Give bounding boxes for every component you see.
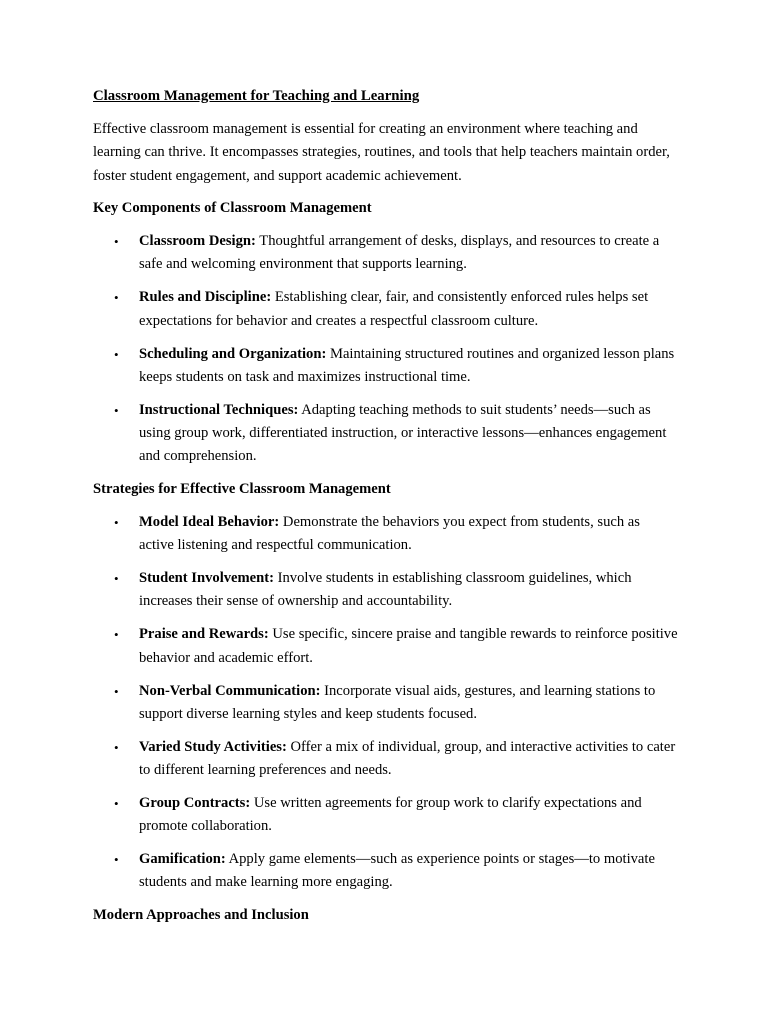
item-term: Student Involvement: — [139, 570, 274, 587]
bullet-icon: • — [114, 795, 119, 811]
list-item — [93, 399, 678, 469]
document-body — [93, 85, 678, 937]
key-components-list — [93, 230, 678, 468]
list-item — [93, 792, 678, 839]
item-text: Involve students in establishing classroom guidelines, which increases their sense of ownership and accountability. — [139, 570, 632, 610]
strategies-list — [93, 511, 678, 895]
list-item — [93, 848, 678, 895]
document-title: Classroom Management for Teaching and Learning — [93, 88, 420, 104]
item-term: Model Ideal Behavior: — [139, 513, 280, 530]
bullet-icon: • — [114, 852, 119, 868]
intro-paragraph: Effective classroom management is essential for creating an environment where teaching and learning can thrive. It encompasses strategies, routines, and tools that help teachers maintain order, foster student engagement, and support academic achievement. — [93, 121, 670, 184]
item-term: Scheduling and Organization: — [139, 345, 327, 362]
item-text: Demonstrate the behaviors you expect from students, such as active listening and respectful communication. — [139, 513, 640, 554]
item-term: Praise and Rewards: — [139, 626, 269, 643]
list-item — [93, 511, 678, 558]
list-item — [93, 343, 678, 390]
section-heading-key-components: Key Components of Classroom Management — [93, 199, 372, 216]
item-text: Maintaining structured routines and organized lesson plans keeps students on task and maximizes instructional time. — [139, 345, 675, 385]
bullet-icon: • — [114, 290, 119, 306]
list-item — [93, 623, 678, 670]
item-text: Adapting teaching methods to suit students’ needs—such as using group work, differentiated instruction, or interactive lessons—enhances engagement and comprehension. — [139, 401, 667, 465]
item-text: Incorporate visual aids, gestures, and learning stations to support diverse learning styles and keep students focused. — [139, 682, 656, 722]
item-text: Offer a mix of individual, group, and interactive activities to cater to different learning preferences and needs. — [139, 738, 676, 778]
list-item — [93, 736, 678, 783]
item-term: Classroom Design: — [139, 233, 256, 250]
item-term: Instructional Techniques: — [139, 401, 299, 418]
bullet-icon: • — [114, 346, 119, 362]
section-heading-modern-approaches: Modern Approaches and Inclusion — [93, 906, 309, 923]
item-term: Non-Verbal Communication: — [139, 682, 321, 699]
list-item — [93, 230, 678, 277]
item-term: Group Contracts: — [139, 794, 251, 811]
item-text: Thoughtful arrangement of desks, displays, and resources to create a safe and welcoming environment that supports learning. — [139, 233, 660, 273]
item-term: Varied Study Activities: — [139, 738, 287, 755]
bullet-icon: • — [114, 571, 119, 587]
item-text: Establishing clear, fair, and consistently enforced rules helps set expectations for behavior and creates a respectful classroom culture. — [139, 289, 649, 329]
item-text: Use specific, sincere praise and tangible rewards to reinforce positive behavior and academic effort. — [139, 626, 678, 666]
bullet-icon: • — [114, 739, 119, 755]
item-text: Use written agreements for group work to clarify expectations and promote collaboration. — [139, 794, 642, 835]
list-item — [93, 286, 678, 333]
bullet-icon: • — [114, 683, 119, 699]
section-heading-strategies: Strategies for Effective Classroom Management — [93, 480, 391, 497]
bullet-icon: • — [114, 234, 119, 250]
list-item — [93, 680, 678, 727]
bullet-icon: • — [114, 402, 119, 418]
list-item — [93, 567, 678, 614]
item-term: Rules and Discipline: — [139, 289, 272, 306]
bullet-icon: • — [114, 514, 119, 530]
bullet-icon: • — [114, 627, 119, 643]
item-term: Gamification: — [139, 851, 226, 868]
item-text: Apply game elements—such as experience points or stages—to motivate students and make learning more engaging. — [139, 851, 655, 891]
